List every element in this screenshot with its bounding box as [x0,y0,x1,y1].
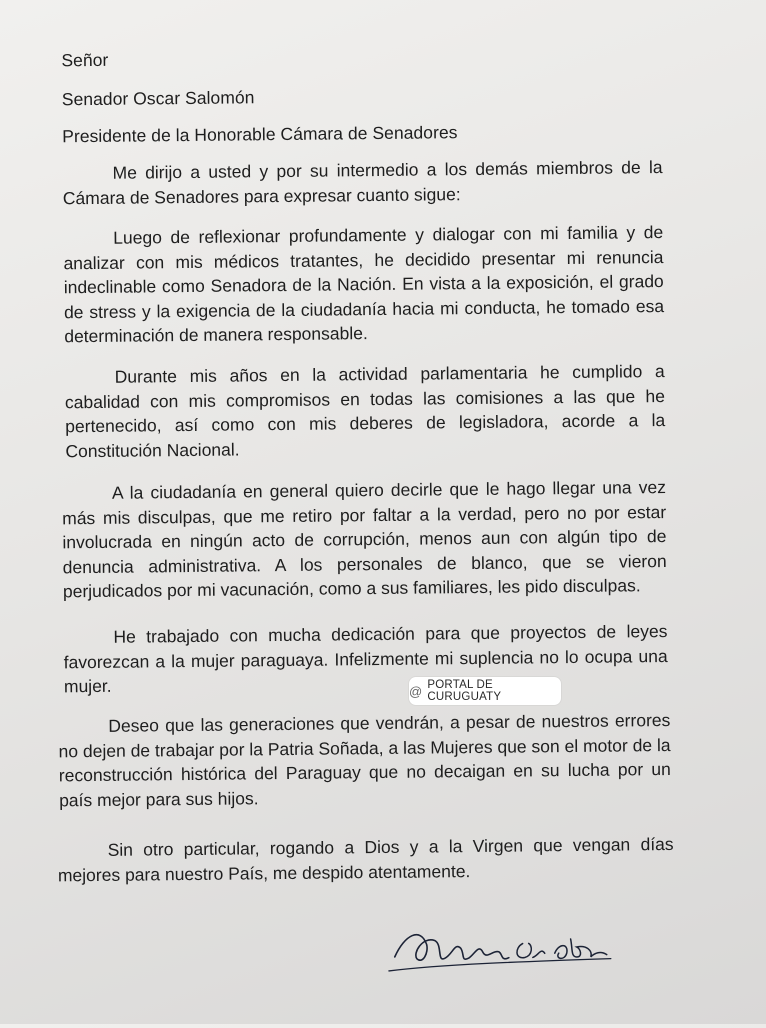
paragraph-generations: Deseo que las generaciones que vendrán, a pesar de nuestros errores no dejen de trabajar por la Patria Soñada, a las Mujeres que son el motor de la reconstrucción histórica del Paraguay que no decaigan en su lucha por un país mejor para sus hijos. [58,709,671,810]
salutation: Señor [61,49,109,71]
paragraph-intro: Me dirijo a usted y por su intermedio a los demás miembros de la Cámara de Senadores para expresar cuanto sigue: [62,157,663,208]
paragraph-closing: Sin otro particular, rogando a Dios y a la Virgen que vengan días mejores para nuestro País, me despido atentamente. [57,833,674,885]
addressee-name: Senador Oscar Salomón [61,87,255,110]
at-icon: @ [409,683,423,699]
paragraph-apology: A la ciudadanía en general quiero decirle que le hago llegar una vez más mis disculpas, que me retiro por faltar a la verdad, pero no por estar involucrada en ningún acto de corrupción, menos aun con algún tipo de denuncia administrativa. A los personales de blanco, que se vieron perjudicados por mi vacunación, como a sus familiares, les pido disculpas. [62,477,667,602]
watermark-text: PORTAL DE CURUGUATY [427,679,502,703]
paragraph-career: Durante mis años en la actividad parlamentaria he cumplido a cabalidad con mis compromisos en todas las comisiones a las que he pertenecido, así como con mis deberes de legisladora, acorde a la Constitución Nacional. [64,361,666,461]
paragraph-resignation: Luego de reflexionar profundamente y dialogar con mi familia y de analizar con mis médicos tratantes, he decidido presentar mi renuncia indeclinable como Senadora de la Nación. En vista a la exposición, el grado de stress y la exigencia de la ciudadanía hacia mi conducta, he tomado esa determinación de manera responsable. [63,222,665,347]
paragraph-women: He trabajado con mucha dedicación para que proyectos de leyes favorezcan a la mujer paraguaya. Infelizmente mi suplencia no lo ocupa una mujer. [63,620,668,697]
portal-watermark [409,677,561,705]
addressee-title: Presidente de la Honorable Cámara de Senadores [62,122,458,147]
signature [382,912,643,985]
